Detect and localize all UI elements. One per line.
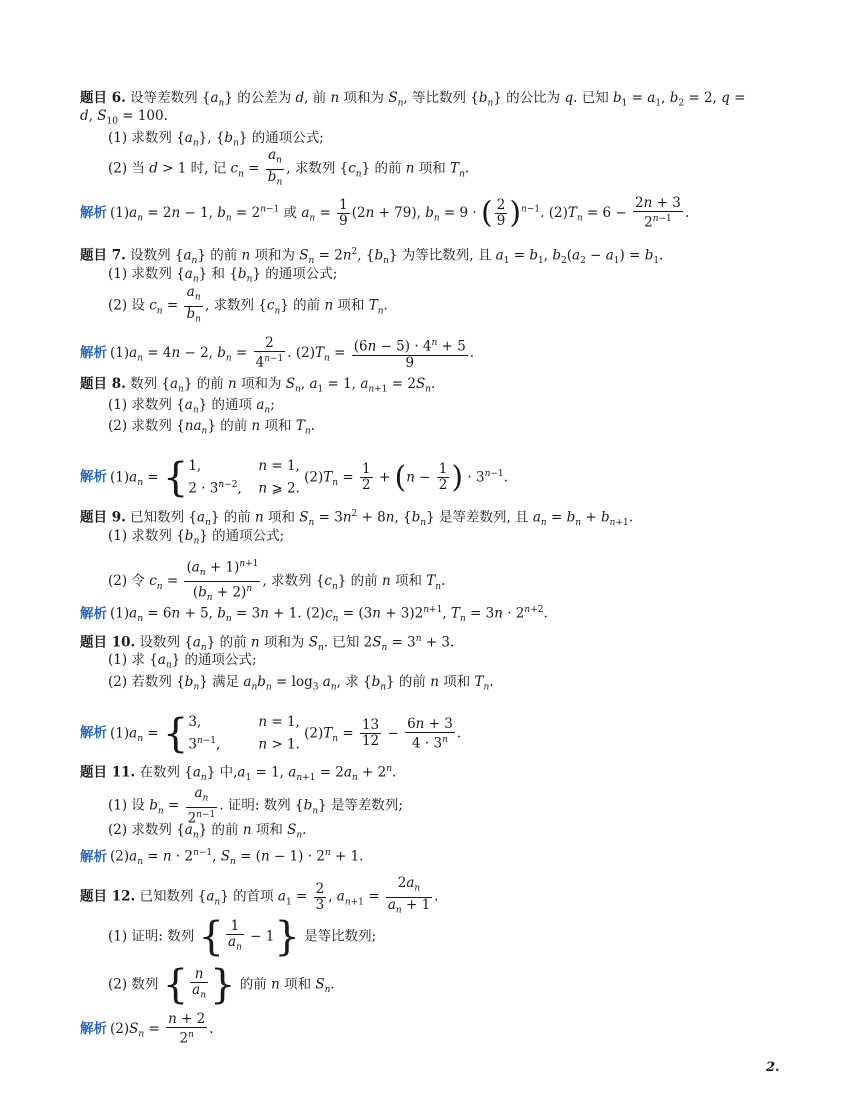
- problem-12-answer-label: 解析: [80, 1020, 107, 1037]
- problem-8-part-1: (1) 求数列 $\{a_n\}$ 的通项 $a_n$;: [108, 397, 275, 416]
- page-number: 2.: [766, 1060, 780, 1075]
- problem-11-label: 题目 11.: [80, 764, 136, 781]
- problem-11-part-2: (2) 求数列 $\{a_n\}$ 的前 n 项和 $S_n$.: [108, 822, 307, 841]
- problem-6-statement-cont: d, $S_{10} = 100$.: [80, 108, 168, 127]
- problem-9-part-2: (2) 令 $c_n$ = $\frac{(a_n + 1)^{n+1}}{(b_n + 2)^n}$ , 求数列 $\{c_n\}$ 的前 n 项和 $T_n$.: [108, 559, 446, 604]
- problem-7-answer-label: 解析: [80, 344, 107, 361]
- problem-10-answer-label: 解析: [80, 725, 107, 742]
- problem-10-statement: 题目 10. 设数列 $\{a_n\}$ 的前 n 项和为 $S_n$. 已知 $2S_n = 3^n + 3$.: [80, 634, 455, 654]
- problem-7-part-1: (1) 求数列 $\{a_n\}$ 和 $\{b_n\}$ 的通项公式;: [108, 266, 338, 285]
- problem-9-part-1: (1) 求数列 $\{b_n\}$ 的通项公式;: [108, 528, 285, 547]
- problem-10-part-2: (2) 若数列 $\{b_n\}$ 满足 $a_nb_n = \log_3 a_n$, 求 $\{b_n\}$ 的前 n 项和 $T_n$.: [108, 674, 494, 693]
- problem-10-answer: 解析 $(1)a_n$ = { 3, n = 1, $3^{n-1}$, n > 1. $(2)T_n$ = $\frac{13}{12}$ − $\frac{6n + 3}{4 \cdot 3^n}$ .: [80, 710, 462, 757]
- problem-12-part-2: (2) 数列 { $\frac{n}{a_n}$ } 的前 n 项和 $S_n$.: [108, 962, 335, 1008]
- problem-12-label: 题目 12.: [80, 888, 136, 905]
- problem-6-label: 题目 6.: [80, 90, 126, 106]
- problem-11-part-1: (1) 设 $b_n$ = $\frac{a_n}{2^{n-1}}$ . 证明: 数列 $\{b_n\}$ 是等差数列;: [108, 785, 403, 827]
- problem-7-label: 题目 7.: [80, 247, 126, 264]
- problem-6-part-2: (2) 当 d > 1 时, 记 $c_n$ = $\frac{a_n}{b_n}$ , 求数列 $\{c_n\}$ 的前 n 项和 $T_n$.: [108, 147, 470, 188]
- problem-8-part-2: (2) 求数列 $\{na_n\}$ 的前 n 项和 $T_n$.: [108, 418, 315, 437]
- problem-9-answer: 解析 $(1)a_n = 6n + 5$, $b_n = 3n + 1$. $(2)c_n = (3n + 3)2^{n+1}$, $T_n = 3n \cdot 2^{n+2}$.: [80, 605, 548, 625]
- problem-12-part-1: (1) 证明: 数列 { $\frac{1}{a_n}$ − 1} 是等比数列;: [108, 914, 377, 960]
- problem-9-statement: 题目 9. 已知数列 $\{a_n\}$ 的前 n 项和 $S_n = 3n^2 + 8n$, $\{b_n\}$ 是等差数列, 且 $a_n = b_n + b_{n+1}$.: [80, 509, 633, 529]
- problem-10-label: 题目 10.: [80, 634, 136, 651]
- problem-8-statement: 题目 8. 数列 $\{a_n\}$ 的前 n 项和为 $S_n$, $a_1 = 1$, $a_{n+1} = 2S_n$.: [80, 376, 436, 395]
- problem-7-statement: 题目 7. 设数列 $\{a_n\}$ 的前 n 项和为 $S_n = 2n^2$, $\{b_n\}$ 为等比数列, 且 $a_1 = b_1$, $b_2(a_2 - a_1) = b_1$.: [80, 247, 664, 267]
- problem-11-statement: 题目 11. 在数列 $\{a_n\}$ 中$,a_1 = 1$, $a_{n+1} = 2a_n + 2^n$.: [80, 764, 397, 784]
- problem-6-statement: 题目 6. 设等差数列 $\{a_n\}$ 的公差为 d, 前 n 项和为 $S_n$, 等比数列 $\{b_n\}$ 的公比为 q. 已知 $b_1 = a_1$, $b_2 = 2$, q =: [80, 90, 746, 109]
- problem-10-part-1: (1) 求 $\{a_n\}$ 的通项公式;: [108, 652, 257, 671]
- problem-8-answer: 解析 $(1)a_n$ = { 1, n = 1, $2 \cdot 3^{n-2}$, n ⩾ 2. $(2)T_n$ = $\frac{1}{2}$ + (n − $\frac{1}{2}$ ) · $3^{n-1}$.: [80, 454, 508, 501]
- problem-9-answer-label: 解析: [80, 605, 107, 622]
- problem-12-statement: 题目 12. 已知数列 $\{a_n\}$ 的首项 $a_1$ = $\frac{2}{3}$ , $a_{n+1}$ = $\frac{2a_n}{a_n + 1}$ .: [80, 875, 439, 916]
- problem-6-answer-label: 解析: [80, 204, 107, 221]
- problem-6-answer: 解析 $(1)a_n = 2n - 1$, $b_n = 2^{n-1}$ 或 $a_n$ = $\frac{1}{9}$ (2n + 79), $b_n = 9$ · ( $\frac{2}{9}$ )$^{n-1}$. $(2)T_n = 6$ − $\frac{2n + 3}{2^{n-1}}$ .: [80, 195, 690, 231]
- problem-8-label: 题目 8.: [80, 376, 126, 392]
- problem-9-label: 题目 9.: [80, 509, 126, 526]
- problem-11-answer: 解析 $(2)a_n = n \cdot 2^{n-1}$, $S_n = (n - 1) \cdot 2^n + 1$.: [80, 848, 364, 868]
- problem-8-answer-label: 解析: [80, 469, 107, 486]
- problem-12-answer: 解析 $(2)S_n$ = $\frac{n + 2}{2^n}$ .: [80, 1011, 214, 1047]
- problem-6-part-1: (1) 求数列 $\{a_n\}$, $\{b_n\}$ 的通项公式;: [108, 130, 324, 149]
- problem-7-part-2: (2) 设 $c_n$ = $\frac{a_n}{b_n}$ , 求数列 $\{c_n\}$ 的前 n 项和 $T_n$.: [108, 284, 388, 325]
- problem-11-answer-label: 解析: [80, 848, 107, 865]
- problem-7-answer: 解析 $(1)a_n = 4n - 2$, $b_n$ = $\frac{2}{4^{n-1}}$ . $(2)T_n$ = $\frac{(6n - 5) \cdot 4^n + 5}{9}$ .: [80, 335, 475, 371]
